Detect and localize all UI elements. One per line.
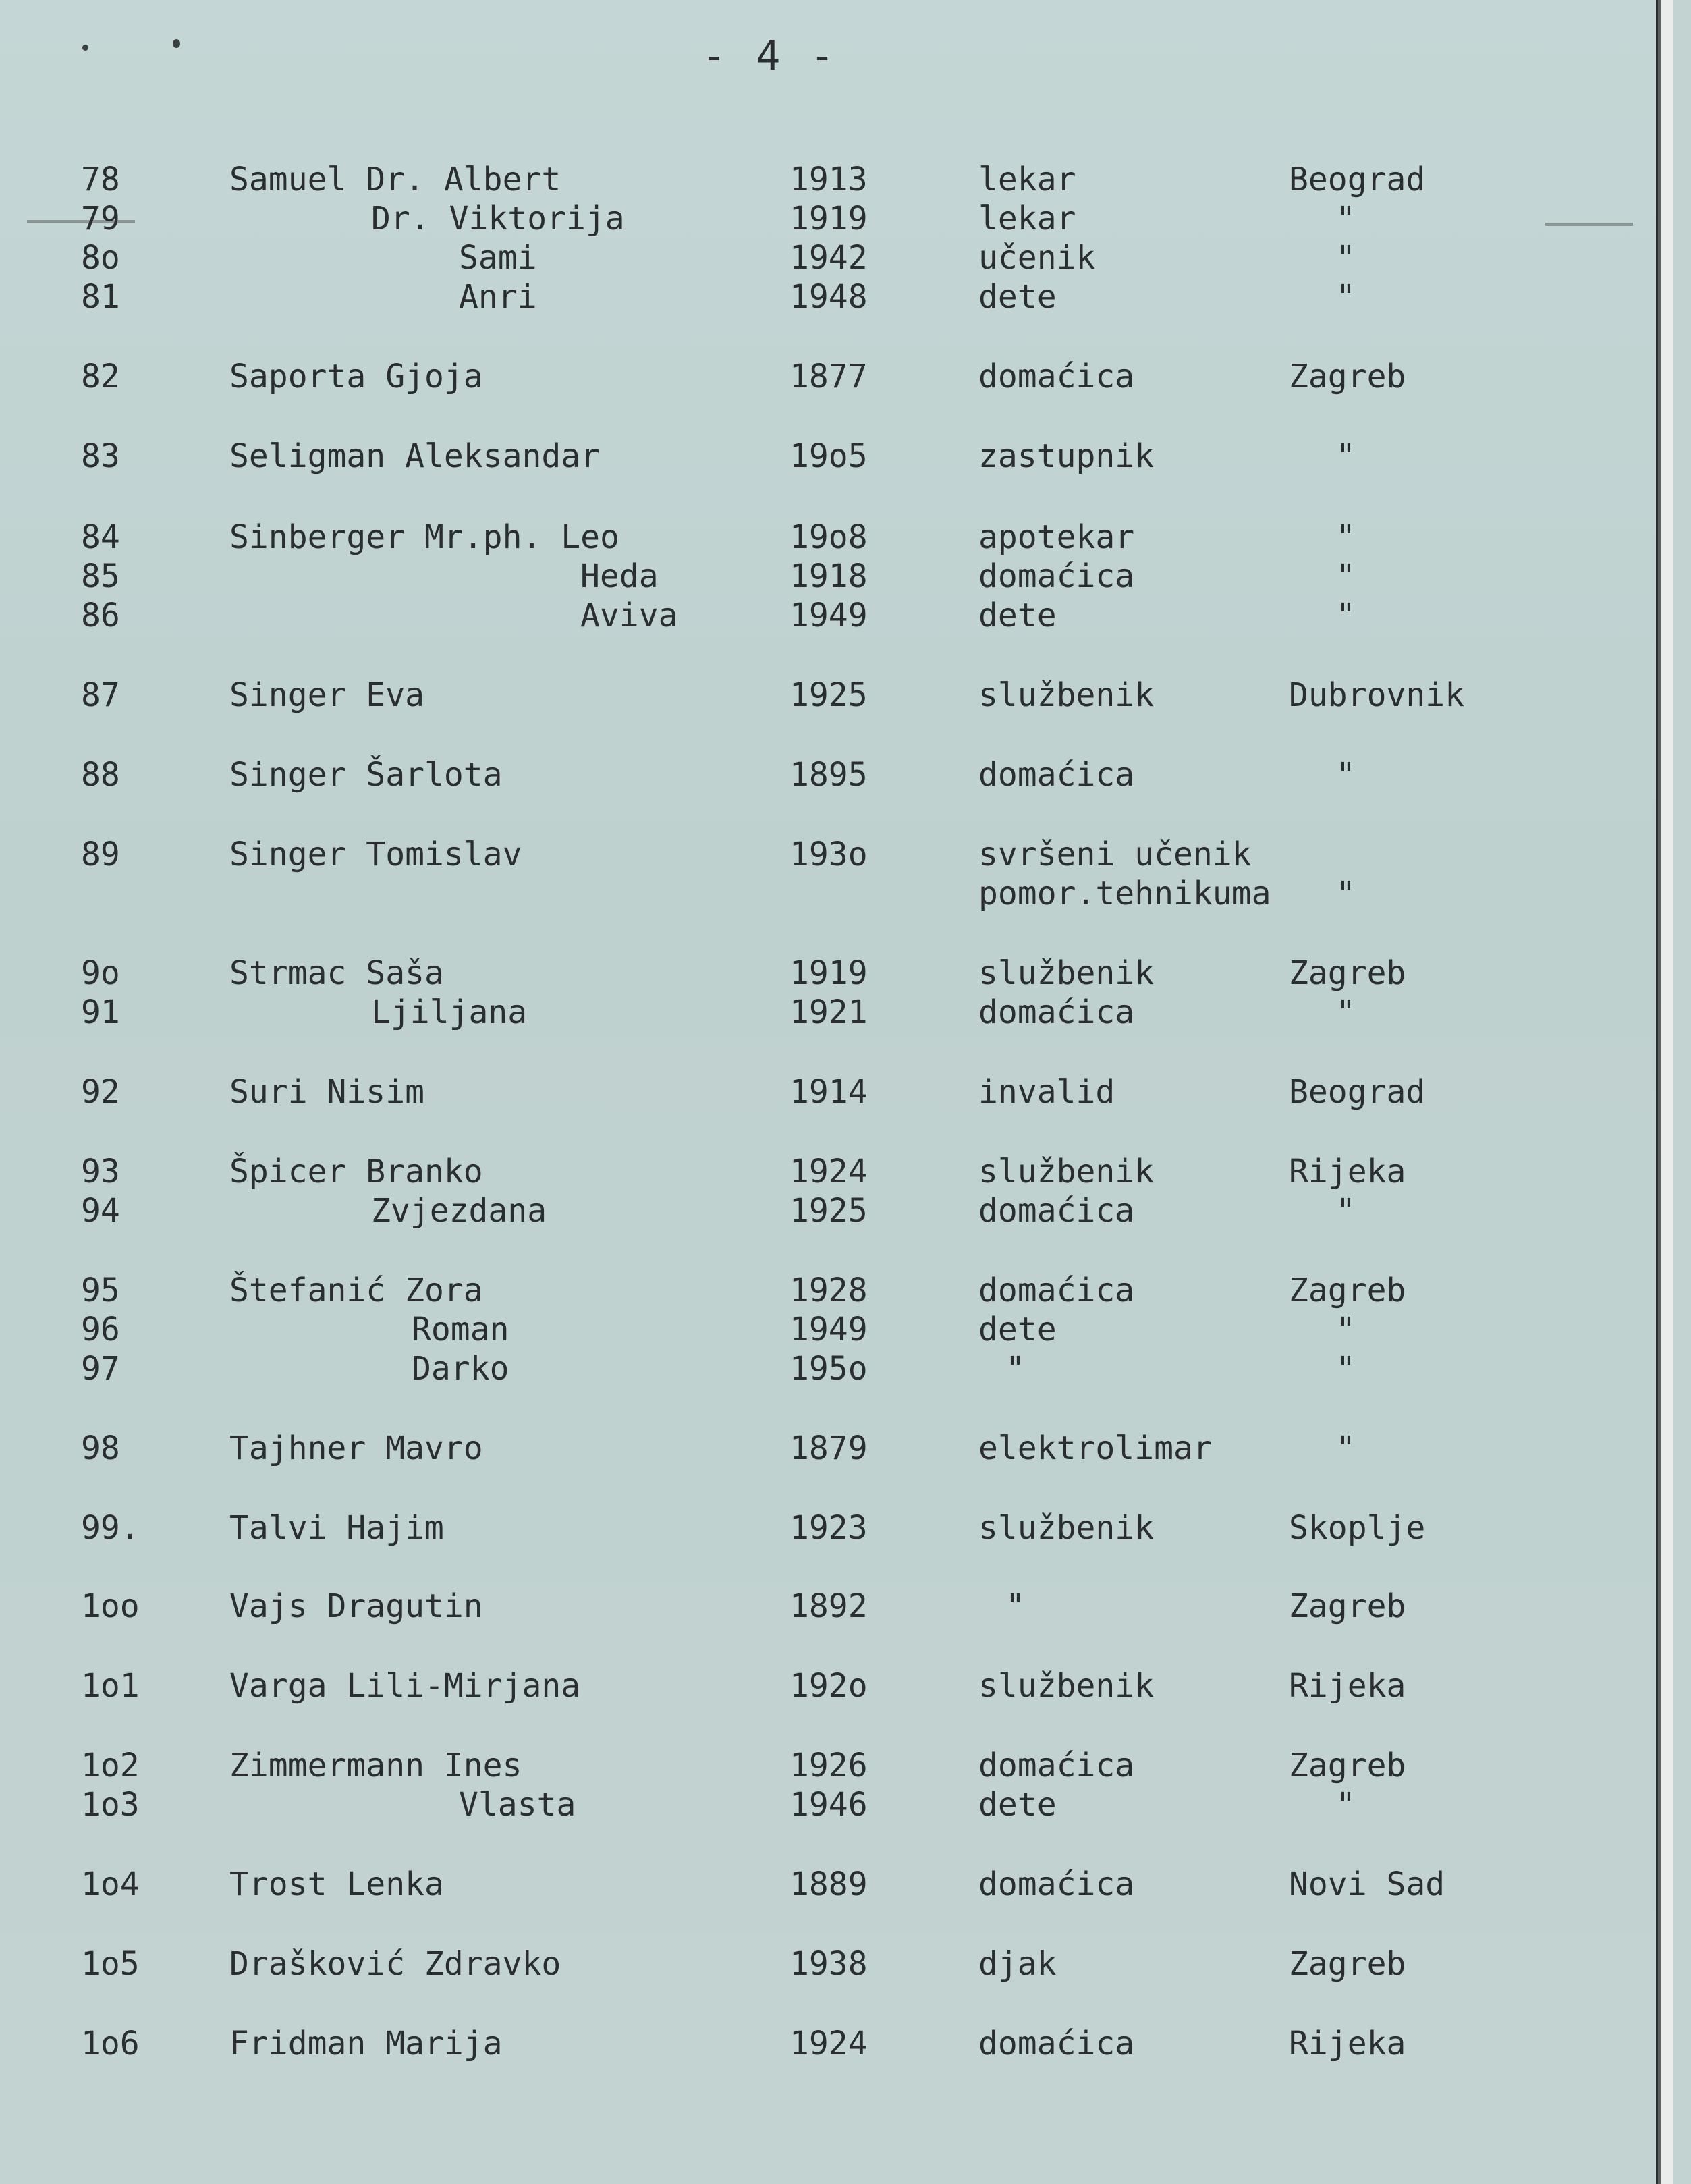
birth-year: 1948 (789, 278, 868, 316)
list-item (0, 1350, 1673, 1388)
entry-number: 92 (81, 1073, 120, 1111)
person-name: Singer Tomislav (229, 836, 522, 873)
occupation: domaćica (978, 756, 1135, 794)
city: " (1336, 557, 1356, 595)
occupation: dete (978, 597, 1057, 634)
entry-number: 93 (81, 1153, 120, 1191)
list-item (0, 518, 1673, 556)
city: Rijeka (1289, 1667, 1406, 1705)
birth-year: 1949 (789, 597, 868, 634)
list-item (0, 993, 1673, 1031)
occupation: zastupnik (978, 437, 1155, 475)
entry-number: 99. (81, 1509, 140, 1547)
city: " (1336, 1192, 1356, 1230)
birth-year: 19o8 (789, 518, 868, 556)
occupation: " (1005, 1350, 1025, 1388)
city: Zagreb (1289, 1747, 1406, 1784)
person-name: Zvjezdana (371, 1192, 547, 1230)
entry-number: 84 (81, 518, 120, 556)
birth-year: 1919 (789, 200, 868, 238)
person-name: Samuel Dr. Albert (229, 161, 561, 198)
list-item (0, 557, 1673, 595)
city: " (1336, 993, 1356, 1031)
birth-year: 1925 (789, 1192, 868, 1230)
birth-year: 1949 (789, 1311, 868, 1348)
birth-year: 1877 (789, 358, 868, 395)
person-name: Talvi Hajim (229, 1509, 444, 1547)
city: Novi Sad (1289, 1865, 1445, 1903)
occupation: službenik (978, 1153, 1155, 1191)
occupation: apotekar (978, 518, 1135, 556)
city: Dubrovnik (1289, 676, 1465, 714)
list-item (0, 1153, 1673, 1191)
occupation: elektrolimar (978, 1429, 1213, 1467)
entry-number: 88 (81, 756, 120, 794)
occupation: dete (978, 1786, 1057, 1824)
city: " (1336, 597, 1356, 634)
city: " (1336, 518, 1356, 556)
person-name: Aviva (580, 597, 678, 634)
entry-number: 1o5 (81, 1945, 140, 1983)
city: Zagreb (1289, 1945, 1406, 1983)
entry-number: 83 (81, 437, 120, 475)
list-item (0, 1667, 1673, 1705)
birth-year: 1926 (789, 1747, 868, 1784)
city: " (1336, 1350, 1356, 1388)
entry-number: 78 (81, 161, 120, 198)
entry-number: 89 (81, 836, 120, 873)
occupation: lekar (978, 200, 1076, 238)
occupation: svršeni učenik (978, 836, 1252, 873)
city: Zagreb (1289, 358, 1406, 395)
city: " (1336, 1786, 1356, 1824)
city: Zagreb (1289, 1587, 1406, 1625)
city: Rijeka (1289, 1153, 1406, 1191)
list-item (0, 161, 1673, 198)
occupation: lekar (978, 161, 1076, 198)
list-item (0, 278, 1673, 316)
city: Zagreb (1289, 1272, 1406, 1309)
birth-year: 1924 (789, 1153, 868, 1191)
birth-year: 1925 (789, 676, 868, 714)
list-item (0, 1747, 1673, 1784)
list-item (0, 358, 1673, 395)
list-item (0, 437, 1673, 475)
list-item (0, 1786, 1673, 1824)
entry-number: 1o2 (81, 1747, 140, 1784)
list-item (0, 1272, 1673, 1309)
ink-mark (173, 39, 180, 48)
entry-number: 87 (81, 676, 120, 714)
person-name: Trost Lenka (229, 1865, 444, 1903)
list-item (0, 1509, 1673, 1547)
birth-year: 195o (789, 1350, 868, 1388)
list-item (0, 1429, 1673, 1467)
birth-year: 1879 (789, 1429, 868, 1467)
city: Zagreb (1289, 954, 1406, 992)
person-name: Vlasta (459, 1786, 576, 1824)
occupation: domaćica (978, 1747, 1135, 1784)
city: " (1336, 200, 1356, 238)
entry-number: 1o3 (81, 1786, 140, 1824)
occupation: invalid (978, 1073, 1115, 1111)
occupation: službenik (978, 676, 1155, 714)
person-name: Heda (580, 557, 659, 595)
person-name: Ljiljana (371, 993, 528, 1031)
person-name: Varga Lili-Mirjana (229, 1667, 581, 1705)
list-item (0, 200, 1673, 238)
birth-year: 1919 (789, 954, 868, 992)
occupation: domaćica (978, 1865, 1135, 1903)
entry-number: 1o6 (81, 2025, 140, 2063)
entry-number: 86 (81, 597, 120, 634)
list-item (0, 1587, 1673, 1625)
list-item (0, 1311, 1673, 1348)
ink-mark (82, 45, 88, 51)
city: " (1336, 756, 1356, 794)
person-name: Roman (412, 1311, 509, 1348)
entry-number: 98 (81, 1429, 120, 1467)
list-item (0, 756, 1673, 794)
city: " (1336, 278, 1356, 316)
birth-year: 1914 (789, 1073, 868, 1111)
person-name: Suri Nisim (229, 1073, 424, 1111)
list-item (0, 1073, 1673, 1111)
list-item (0, 597, 1673, 634)
city: Skoplje (1289, 1509, 1426, 1547)
occupation: dete (978, 278, 1057, 316)
entry-number: 96 (81, 1311, 120, 1348)
occupation: domaćica (978, 1272, 1135, 1309)
person-name: Darko (412, 1350, 509, 1388)
city: " (1336, 437, 1356, 475)
birth-year: 1938 (789, 1945, 868, 1983)
occupation: domaćica (978, 993, 1135, 1031)
birth-year: 1928 (789, 1272, 868, 1309)
occupation: pomor.tehnikuma (978, 875, 1271, 912)
entry-number: 82 (81, 358, 120, 395)
occupation: učenik (978, 239, 1096, 277)
birth-year: 1918 (789, 557, 868, 595)
person-name: Anri (459, 278, 537, 316)
birth-year: 1923 (789, 1509, 868, 1547)
person-name: Singer Šarlota (229, 756, 503, 794)
person-name: Dr. Viktorija (371, 200, 625, 238)
list-item (0, 1945, 1673, 1983)
list-item (0, 836, 1673, 873)
occupation: domaćica (978, 557, 1135, 595)
person-name: Singer Eva (229, 676, 424, 714)
birth-year: 193o (789, 836, 868, 873)
birth-year: 19o5 (789, 437, 868, 475)
entry-number: 9o (81, 954, 120, 992)
birth-year: 1942 (789, 239, 868, 277)
list-item (0, 239, 1673, 277)
person-name: Drašković Zdravko (229, 1945, 561, 1983)
city: " (1336, 1429, 1356, 1467)
occupation: domaćica (978, 2025, 1135, 2063)
list-item (0, 2025, 1673, 2063)
occupation: službenik (978, 954, 1155, 992)
person-name: Strmac Saša (229, 954, 444, 992)
person-name: Saporta Gjoja (229, 358, 483, 395)
list-item (0, 676, 1673, 714)
list-item (0, 954, 1673, 992)
entry-number: 97 (81, 1350, 120, 1388)
occupation: službenik (978, 1509, 1155, 1547)
entry-number: 1o4 (81, 1865, 140, 1903)
occupation: službenik (978, 1667, 1155, 1705)
city: " (1336, 1311, 1356, 1348)
person-name: Zimmermann Ines (229, 1747, 522, 1784)
person-name: Štefanić Zora (229, 1272, 483, 1309)
birth-year: 1921 (789, 993, 868, 1031)
city: " (1336, 239, 1356, 277)
entry-number: 79 (81, 200, 120, 238)
occupation: dete (978, 1311, 1057, 1348)
city: Beograd (1289, 161, 1426, 198)
birth-year: 192o (789, 1667, 868, 1705)
city: " (1336, 875, 1356, 912)
birth-year: 1913 (789, 161, 868, 198)
page-number: - 4 - (702, 32, 837, 80)
person-name: Sinberger Mr.ph. Leo (229, 518, 619, 556)
city: Beograd (1289, 1073, 1426, 1111)
occupation: djak (978, 1945, 1057, 1983)
birth-year: 1889 (789, 1865, 868, 1903)
person-name: Sami (459, 239, 537, 277)
person-name: Vajs Dragutin (229, 1587, 483, 1625)
occupation: domaćica (978, 358, 1135, 395)
entry-number: 1o1 (81, 1667, 140, 1705)
birth-year: 1895 (789, 756, 868, 794)
city: Rijeka (1289, 2025, 1406, 2063)
entry-number: 94 (81, 1192, 120, 1230)
person-name: Špicer Branko (229, 1153, 483, 1191)
list-item (0, 1192, 1673, 1230)
occupation: domaćica (978, 1192, 1135, 1230)
occupation: " (1005, 1587, 1025, 1625)
entry-number: 8o (81, 239, 120, 277)
person-name: Fridman Marija (229, 2025, 503, 2063)
entry-number: 95 (81, 1272, 120, 1309)
person-name: Tajhner Mavro (229, 1429, 483, 1467)
entry-number: 81 (81, 278, 120, 316)
list-item (0, 875, 1673, 912)
person-name: Seligman Aleksandar (229, 437, 601, 475)
birth-year: 1924 (789, 2025, 868, 2063)
birth-year: 1892 (789, 1587, 868, 1625)
birth-year: 1946 (789, 1786, 868, 1824)
list-item (0, 1865, 1673, 1903)
entry-number: 91 (81, 993, 120, 1031)
entry-number: 1oo (81, 1587, 140, 1625)
entry-number: 85 (81, 557, 120, 595)
